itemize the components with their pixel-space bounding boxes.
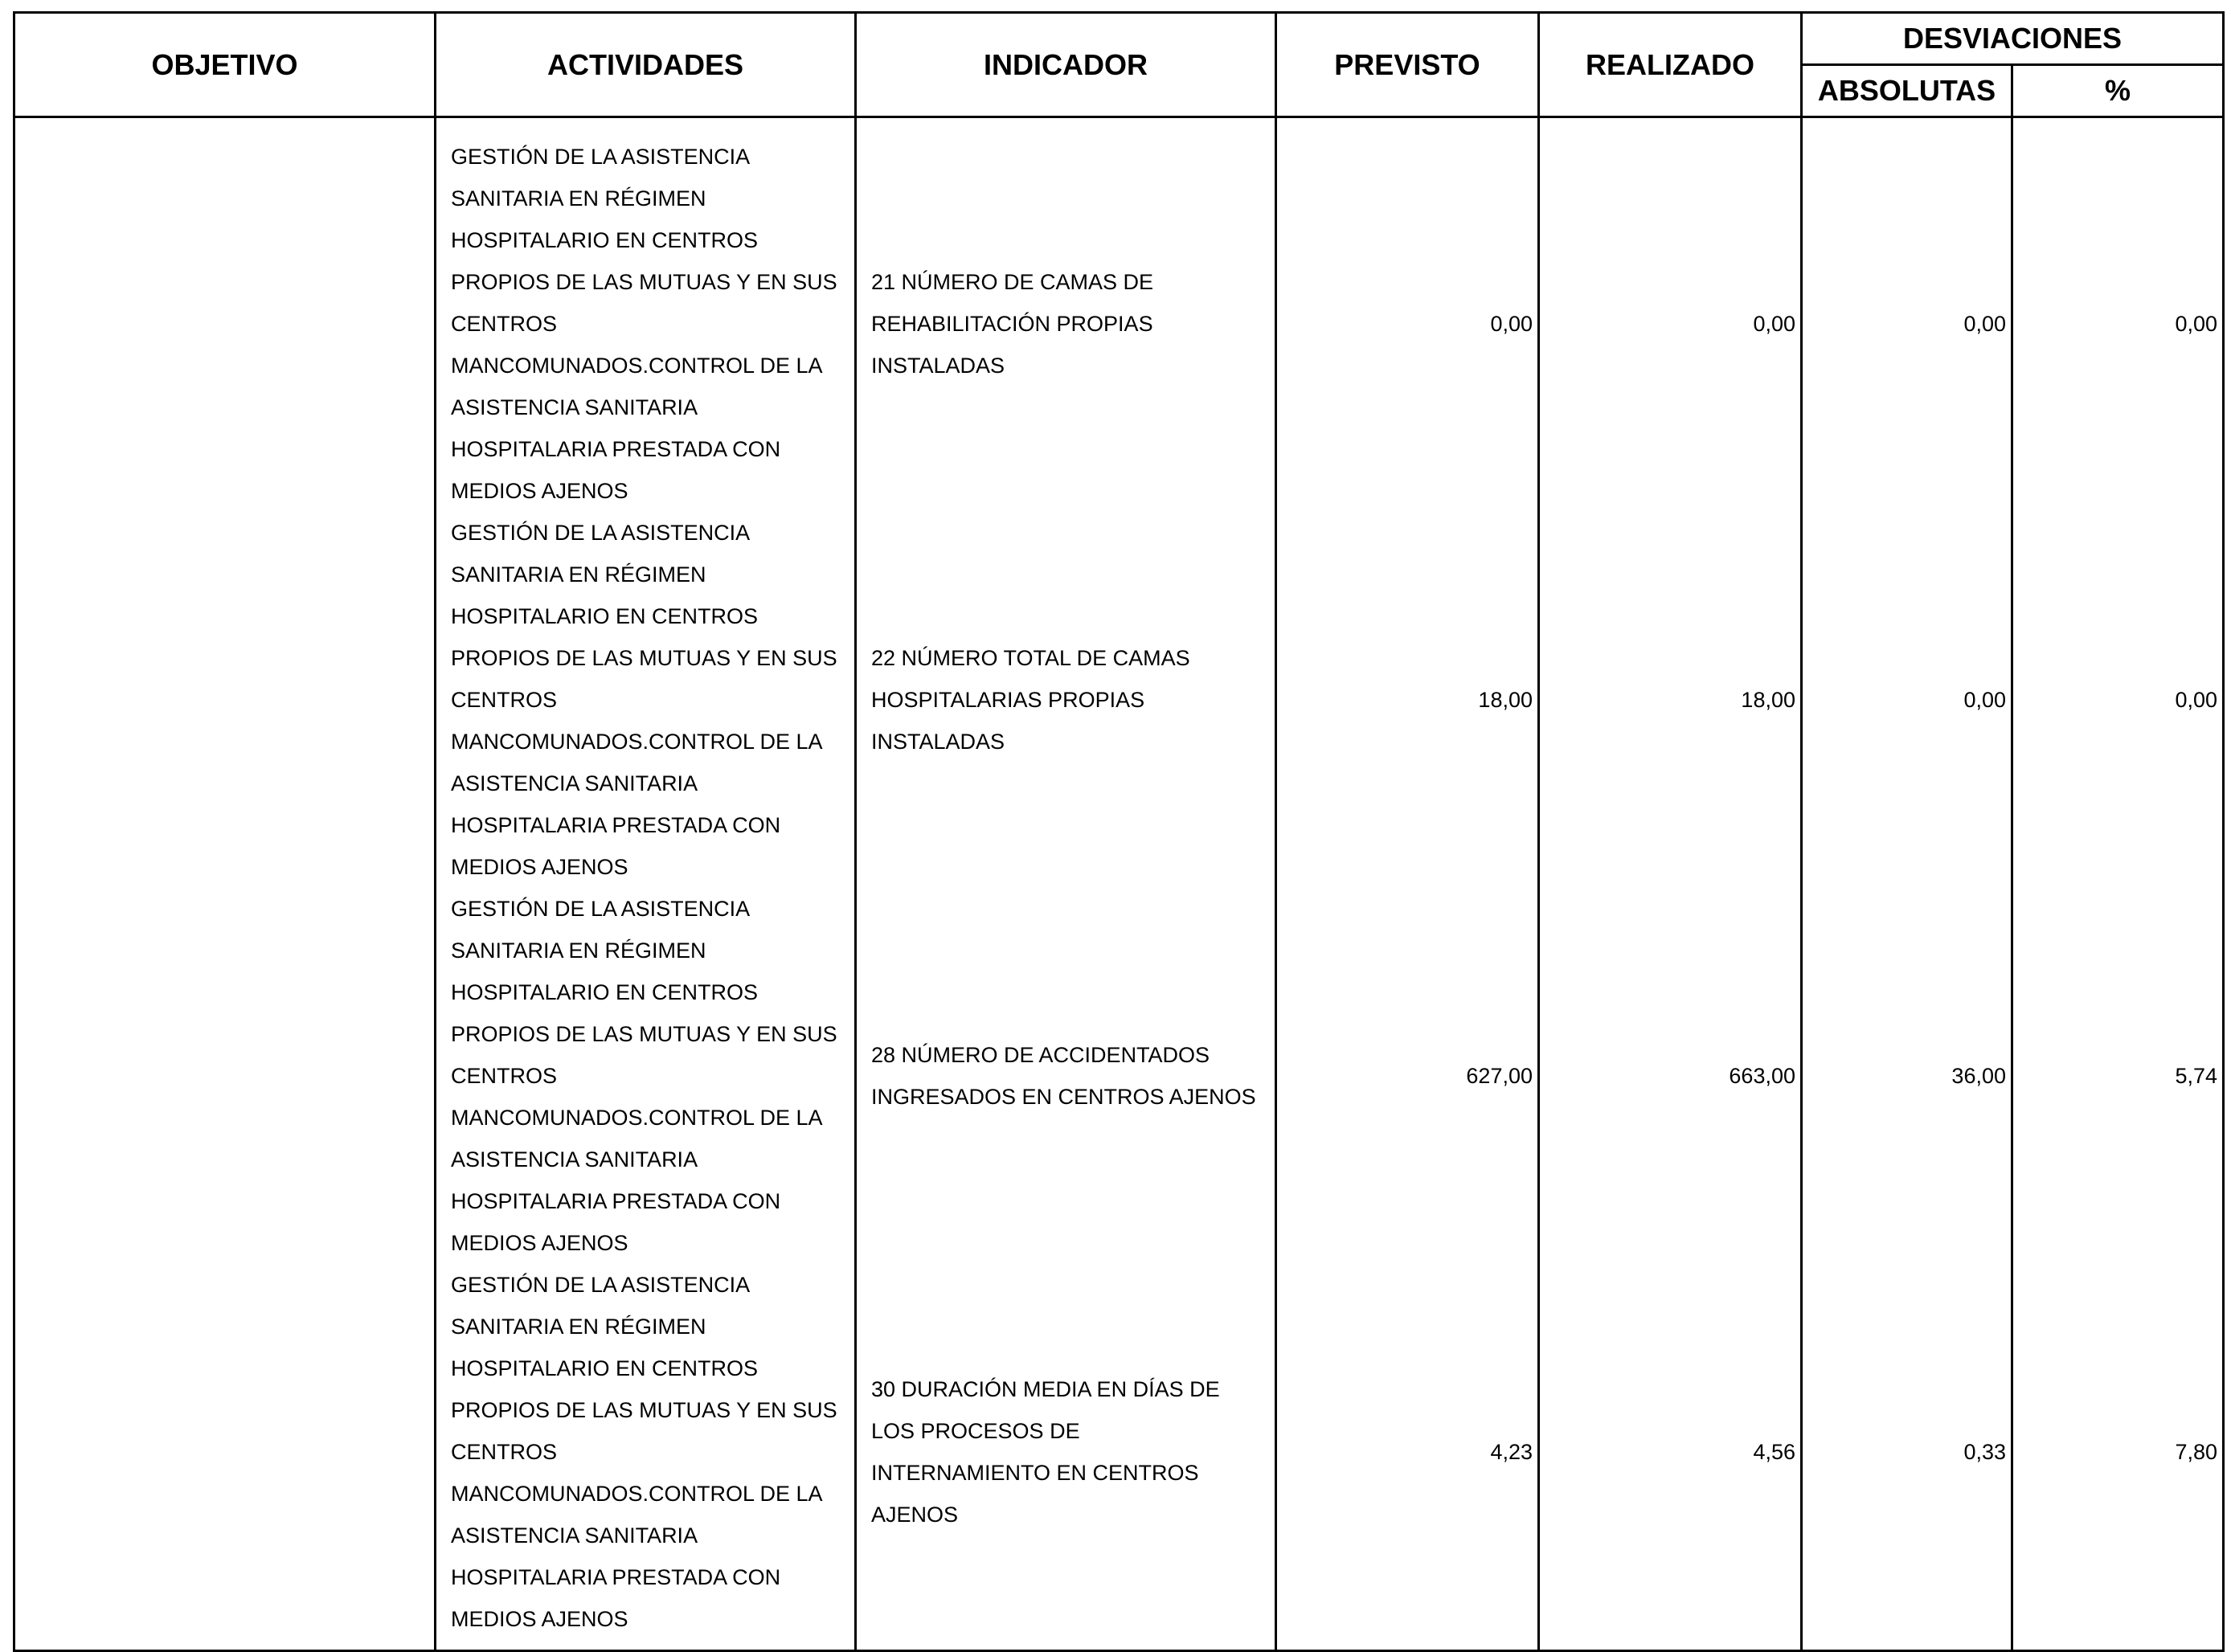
cell-objetivo <box>14 888 436 1264</box>
table-body <box>14 117 2224 1651</box>
cell-realizado: 0,00 <box>1539 117 1802 513</box>
cell-previsto: 0,00 <box>1276 117 1539 513</box>
header-objetivo: OBJETIVO <box>14 13 436 117</box>
table-row <box>14 512 2224 888</box>
table-row <box>14 1264 2224 1651</box>
cell-objetivo <box>14 1264 436 1651</box>
cell-absolutas: 0,33 <box>1802 1264 2012 1651</box>
cell-previsto: 4,23 <box>1276 1264 1539 1651</box>
cell-indicador: 21 NÚMERO DE CAMAS DE REHABILITACIÓN PROPIAS INSTALADAS <box>856 117 1276 513</box>
cell-absolutas: 36,00 <box>1802 888 2012 1264</box>
cell-objetivo <box>14 117 436 513</box>
header-previsto: PREVISTO <box>1276 13 1539 117</box>
cell-objetivo <box>14 512 436 888</box>
header-row-top <box>14 13 2224 65</box>
header-indicador: INDICADOR <box>856 13 1276 117</box>
header-porcentaje: % <box>2012 65 2224 117</box>
cell-previsto: 18,00 <box>1276 512 1539 888</box>
cell-porcentaje: 5,74 <box>2012 888 2224 1264</box>
cell-absolutas: 0,00 <box>1802 117 2012 513</box>
cell-realizado: 4,56 <box>1539 1264 1802 1651</box>
indicators-table <box>13 11 2225 1652</box>
cell-actividad: GESTIÓN DE LA ASISTENCIA SANITARIA EN RÉGIMEN HOSPITALARIO EN CENTROS PROPIOS DE LAS MUTUAS Y EN SUS CENTROS MANCOMUNADOS.CONTROL DE LA ASISTENCIA SANITARIA HOSPITALARIA PRESTADA CON MEDIOS AJENOS <box>436 512 856 888</box>
header-desviaciones: DESVIACIONES <box>1802 13 2224 65</box>
header-actividades: ACTIVIDADES <box>436 13 856 117</box>
header-realizado: REALIZADO <box>1539 13 1802 117</box>
cell-previsto: 627,00 <box>1276 888 1539 1264</box>
table-header <box>14 13 2224 117</box>
cell-actividad: GESTIÓN DE LA ASISTENCIA SANITARIA EN RÉGIMEN HOSPITALARIO EN CENTROS PROPIOS DE LAS MUTUAS Y EN SUS CENTROS MANCOMUNADOS.CONTROL DE LA ASISTENCIA SANITARIA HOSPITALARIA PRESTADA CON MEDIOS AJENOS <box>436 1264 856 1651</box>
cell-porcentaje: 0,00 <box>2012 117 2224 513</box>
cell-porcentaje: 7,80 <box>2012 1264 2224 1651</box>
table-row <box>14 117 2224 513</box>
cell-porcentaje: 0,00 <box>2012 512 2224 888</box>
cell-realizado: 18,00 <box>1539 512 1802 888</box>
cell-actividad: GESTIÓN DE LA ASISTENCIA SANITARIA EN RÉGIMEN HOSPITALARIO EN CENTROS PROPIOS DE LAS MUTUAS Y EN SUS CENTROS MANCOMUNADOS.CONTROL DE LA ASISTENCIA SANITARIA HOSPITALARIA PRESTADA CON MEDIOS AJENOS <box>436 117 856 513</box>
cell-indicador: 30 DURACIÓN MEDIA EN DÍAS DE LOS PROCESOS DE INTERNAMIENTO EN CENTROS AJENOS <box>856 1264 1276 1651</box>
table-row <box>14 888 2224 1264</box>
cell-actividad: GESTIÓN DE LA ASISTENCIA SANITARIA EN RÉGIMEN HOSPITALARIO EN CENTROS PROPIOS DE LAS MUTUAS Y EN SUS CENTROS MANCOMUNADOS.CONTROL DE LA ASISTENCIA SANITARIA HOSPITALARIA PRESTADA CON MEDIOS AJENOS <box>436 888 856 1264</box>
cell-indicador: 28 NÚMERO DE ACCIDENTADOS INGRESADOS EN CENTROS AJENOS <box>856 888 1276 1264</box>
cell-absolutas: 0,00 <box>1802 512 2012 888</box>
header-absolutas: ABSOLUTAS <box>1802 65 2012 117</box>
cell-indicador: 22 NÚMERO TOTAL DE CAMAS HOSPITALARIAS PROPIAS INSTALADAS <box>856 512 1276 888</box>
cell-realizado: 663,00 <box>1539 888 1802 1264</box>
